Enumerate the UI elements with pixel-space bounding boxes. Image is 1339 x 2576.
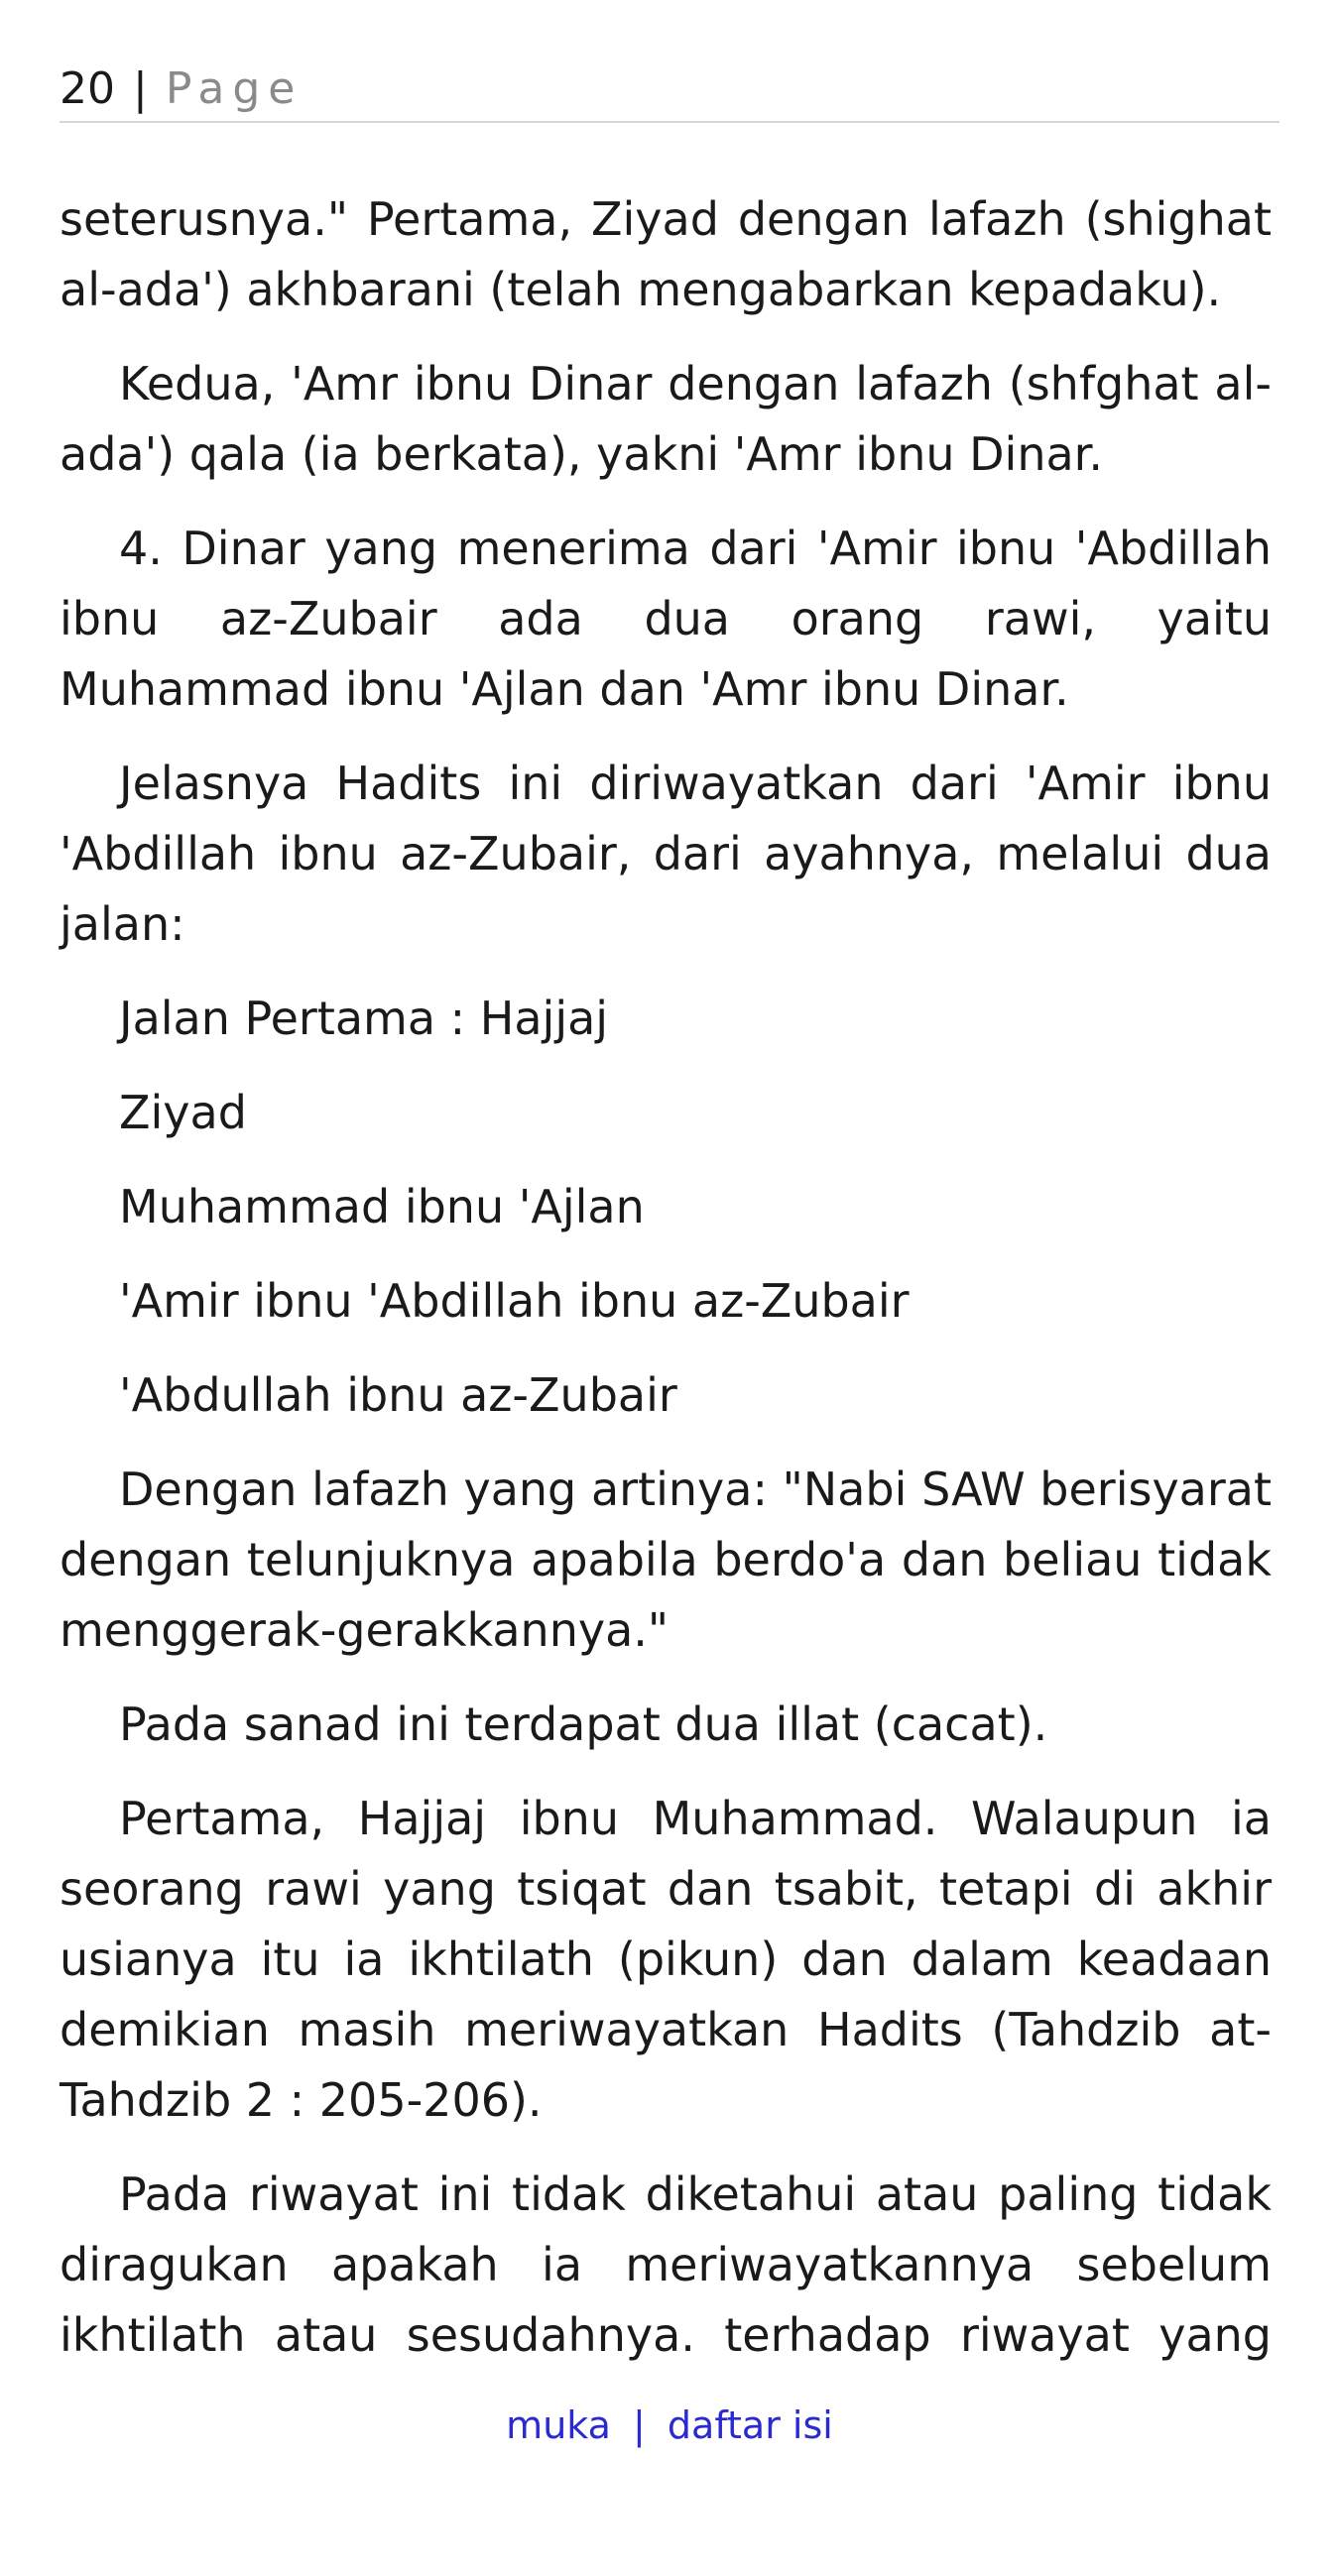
paragraph-pertama-hajjaj: Pertama, Hajjaj ibnu Muhammad. Walaupun ia seorang rawi yang tsiqat dan tsabit, tetapi di akhir usianya itu ia ikhtilath (pikun) dan dalam keadaan demikian masih meriwayatkan Hadits (Tahdzib at-Tahdzib 2 : 205-206). — [60, 1792, 1272, 2127]
page-number: 20 — [60, 63, 115, 114]
paragraph-riwayat: Pada riwayat ini tidak diketahui atau paling tidak diragukan apakah ia meriwayatkannya sebelum ikhtilath atau sesudahnya. terhadap riwayat yang — [60, 2167, 1272, 2362]
footer-separator: | — [633, 2403, 646, 2447]
paragraph-kedua: Kedua, 'Amr ibnu Dinar dengan lafazh (shfghat al-ada') qala (ia berkata), yakni 'Amr ibnu Dinar. — [60, 357, 1272, 481]
paragraph-jelasnya: Jelasnya Hadits ini diriwayatkan dari 'Amir ibnu 'Abdillah ibnu az-Zubair, dari ayahnya, melalui dua jalan: — [60, 757, 1272, 951]
chain-item-ziyad: Ziyad — [119, 1086, 247, 1139]
chain-item-hajjaj: Jalan Pertama : Hajjaj — [119, 992, 609, 1045]
page-label: Page — [165, 63, 304, 114]
page-body — [60, 184, 1272, 2371]
paragraph-continuation: seterusnya." Pertama, Ziyad dengan lafazh (shighat al-ada') akhbarani (telah mengabarkan kepadaku). — [60, 192, 1272, 316]
chain-item-muhammad: Muhammad ibnu 'Ajlan — [119, 1180, 645, 1233]
table-of-contents-link[interactable]: daftar isi — [667, 2403, 833, 2447]
footer-navigation — [0, 2398, 1339, 2453]
paragraph-point-4: 4. Dinar yang menerima dari 'Amir ibnu 'Abdillah ibnu az-Zubair ada dua orang rawi, yaitu Muhammad ibnu 'Ajlan dan 'Amr ibnu Dinar. — [60, 522, 1272, 716]
page-header — [60, 58, 1279, 123]
paragraph-illat: Pada sanad ini terdapat dua illat (cacat). — [119, 1698, 1048, 1751]
chain-item-amir: 'Amir ibnu 'Abdillah ibnu az-Zubair — [119, 1274, 910, 1328]
chain-item-abdullah: 'Abdullah ibnu az-Zubair — [119, 1368, 677, 1422]
header-separator: | — [133, 63, 148, 114]
paragraph-lafazh: Dengan lafazh yang artinya: "Nabi SAW berisyarat dengan telunjuknya apabila berdo'a dan beliau tidak menggerak-gerakkannya." — [60, 1463, 1272, 1657]
home-link[interactable]: muka — [506, 2403, 611, 2447]
